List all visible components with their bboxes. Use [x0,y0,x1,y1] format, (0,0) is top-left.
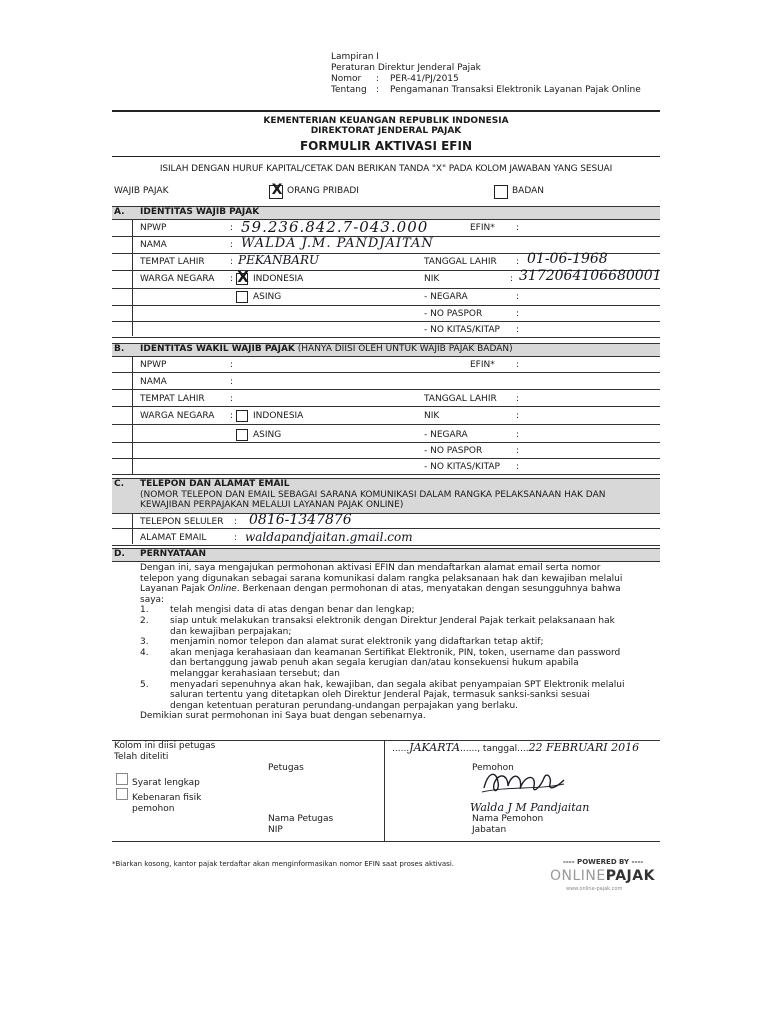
warga-negara-sep: : [230,274,234,284]
nik-value[interactable]: 3172064106680001 [519,268,662,284]
section-b-left-rule [132,356,133,474]
intro-line-1: Dengan ini, saya mengajukan permohonan aktivasi EFIN dan mendaftarkan alamat email serta nomor [140,563,601,573]
pernyataan-item-number: 2. [140,615,149,626]
badan-checkbox[interactable] [494,185,508,199]
intro-line-4: saya: [140,594,165,605]
onlinepajak-logo: ONLINEPAJAK [550,868,655,884]
ministry-title: KEMENTERIAN KEUANGAN REPUBLIK INDONESIA [263,116,509,126]
b-asing-checkbox[interactable] [236,429,248,441]
tentang-sep: : [376,85,380,95]
section-d-letter: D. [114,549,125,559]
b-negara-sep: : [516,430,520,440]
intro-line-2: telepon yang digunakan sebagai sarana komunikasi dalam rangka pelaksanaan hak dan kewajiban melalui [140,573,623,584]
section-b-letter: B. [114,344,125,354]
pernyataan-item-number: 4. [140,647,149,658]
pernyataan-item-number: 1. [140,605,149,616]
b-paspor-label: - NO PASPOR [424,446,483,456]
b-nama-sep: : [230,377,234,387]
footer-bottom-rule [112,841,660,842]
pemohon-sub-label: pemohon [132,804,175,814]
indonesia-checkbox[interactable]: X [237,268,249,286]
b-tanggal-lahir-label: TANGGAL LAHIR [424,394,497,404]
pernyataan-item-line: dengan ketentuan peraturan perundang-undangan perpajakan yang berlaku. [170,700,519,711]
b-nik-sep: : [516,411,520,421]
section-c-note-1: (NOMOR TELEPON DAN EMAIL SEBAGAI SARANA KOMUNIKASI DALAM RANGKA PELAKSANAAN HAK DAN [140,490,606,500]
negara-label: - NEGARA [424,292,468,302]
b-tempat-lahir-sep: : [230,394,234,404]
title-top-rule [112,110,660,112]
row-rule [112,528,660,529]
pernyataan-list [140,605,660,711]
powered-by-label: ---- POWERED BY ---- [563,858,644,866]
row-rule [112,458,660,459]
b-indonesia-checkbox[interactable] [236,410,248,422]
telepon-sep: : [234,517,238,527]
tentang-value: Pengamanan Transaksi Elektronik Layanan Pajak Online [390,85,641,95]
peraturan-label: Peraturan Direktur Jenderal Pajak [331,63,481,73]
kitas-sep: : [516,325,520,335]
b-npwp-label: NPWP [140,360,167,370]
pemohon-label: Pemohon [472,763,514,773]
pernyataan-item-line: siap untuk melakukan transaksi elektronik dengan Direktur Jenderal Pajak terkait pelaksanaan hak [170,615,615,626]
tempat-lahir-value[interactable]: PEKANBARU [238,253,320,267]
asing-label: ASING [253,292,282,302]
pernyataan-item [140,648,660,680]
b-kitas-label: - NO KITAS/KITAP [424,462,500,472]
section-d-title: PERNYATAAN [140,549,207,559]
npwp-value[interactable]: 59.236.842.7-043.000 [241,218,429,236]
row-rule [112,305,660,306]
nama-pemohon-label: Nama Pemohon [472,814,544,824]
instruction-text: ISILAH DENGAN HURUF KAPITAL/CETAK DAN BERIKAN TANDA "X" PADA KOLOM JAWABAN YANG SESUAI [159,164,613,174]
orang-pribadi-checkbox[interactable]: X [269,185,283,199]
telah-diteliti-label: Telah diteliti [114,752,169,762]
email-value[interactable]: waldapandjaitan.gmail.com [245,530,413,544]
kebenaran-fisik-label: Kebenaran fisik [132,793,202,803]
syarat-lengkap-checkbox[interactable] [116,773,128,785]
b-nik-label: NIK [424,411,440,421]
email-label: ALAMAT EMAIL [140,533,207,543]
jabatan-label: Jabatan [472,825,507,835]
footer-divider [384,740,385,841]
pernyataan-item [140,680,660,712]
negara-sep: : [516,292,520,302]
b-negara-label: - NEGARA [424,430,468,440]
b-kitas-sep: : [516,462,520,472]
pernyataan-body [140,563,660,722]
place-date-line: ......JAKARTA......, tanggal....22 FEBRUARI 2016 [392,741,640,754]
b-efin-sep: : [516,360,520,370]
warga-negara-label: WARGA NEGARA [140,274,215,284]
row-rule [112,424,660,425]
npwp-label: NPWP [140,223,167,233]
b-warga-negara-label: WARGA NEGARA [140,411,215,421]
pernyataan-item-line: saluran tertentu yang ditetapkan oleh Direktur Jenderal Pajak, termasuk sanksi-sanksi sesuai [170,690,590,701]
nama-petugas-label: Nama Petugas [268,814,334,824]
b-tempat-lahir-label: TEMPAT LAHIR [140,394,205,404]
telepon-label: TELEPON SELULER [140,517,224,527]
kebenaran-fisik-checkbox[interactable] [116,788,128,800]
badan-label: BADAN [512,186,544,196]
indonesia-label: INDONESIA [253,274,304,284]
nik-sep: : [510,274,514,284]
section-b-title: IDENTITAS WAKIL WAJIB PAJAK (HANYA DIISI OLEH UNTUK WAJIB PAJAK BADAN) [140,344,513,354]
kitas-label: - NO KITAS/KITAP [424,325,500,335]
nama-label: NAMA [140,240,167,250]
nik-label: NIK [424,274,440,284]
place-value[interactable]: JAKARTA [409,741,461,754]
tempat-lahir-label: TEMPAT LAHIR [140,257,205,267]
row-rule [112,474,660,475]
nama-sep: : [230,240,234,250]
b-tanggal-lahir-sep: : [516,394,520,404]
efin-label: EFIN* [470,223,495,233]
nip-label: NIP [268,825,283,835]
tanggal-lahir-label: TANGGAL LAHIR [424,257,497,267]
intro-line-3: Layanan Pajak Online. Berkenaan dengan permohonan di atas, menyatakan dengan sesungguhnya bahwa [140,584,621,595]
directorate-title: DIREKTORAT JENDERAL PAJAK [310,126,462,136]
section-c-title: TELEPON DAN ALAMAT EMAIL [140,479,290,489]
signature-name: Walda J M Pandjaitan [470,801,590,814]
pernyataan-item-number: 3. [140,637,149,648]
section-a-letter: A. [114,207,125,217]
b-npwp-sep: : [230,360,234,370]
pernyataan-item-line: dan kewajiban perpajakan; [170,626,292,637]
title-bottom-rule [112,156,660,157]
pernyataan-item [140,616,660,637]
tentang-label: Tentang [331,85,367,95]
telepon-value[interactable]: 0816-1347876 [249,512,352,528]
efin-sep: : [516,223,520,233]
b-efin-label: EFIN* [470,360,495,370]
pernyataan-item-number: 5. [140,679,149,690]
row-rule [112,545,660,546]
petugas-label: Petugas [268,763,304,773]
npwp-sep: : [230,223,234,233]
nomor-label: Nomor [331,74,362,84]
pernyataan-item-line: melanggar kerahasiaan tersebut; dan [170,668,340,679]
b-asing-label: ASING [253,430,282,440]
row-rule [112,321,660,322]
pernyataan-item [140,605,660,616]
b-indonesia-label: INDONESIA [253,411,304,421]
tanggal-lahir-value[interactable]: 01-06-1968 [527,251,608,267]
row-rule [112,288,660,289]
onlinepajak-url: www.online-pajak.com [566,886,623,892]
orang-pribadi-label: ORANG PRIBADI [287,186,359,196]
wajib-pajak-label: WAJIB PAJAK [114,186,169,196]
signature-scribble [478,764,568,800]
pernyataan-item-line: telah mengisi data di atas dengan benar dan lengkap; [170,605,415,616]
section-a-title: IDENTITAS WAJIB PAJAK [140,207,260,217]
kolom-petugas-label: Kolom ini diisi petugas [114,741,216,751]
section-c-note-2: KEWAJIBAN PERPAJAKAN MELALUI LAYANAN PAJAK ONLINE) [140,500,404,510]
pernyataan-item-line: dan bertanggung jawab penuh akan segala kerugian dan/atau konsekuensi hukum apabila [170,658,579,669]
row-rule [112,406,660,407]
pernyataan-item-line: menyadari sepenuhnya akan hak, kewajiban, dan segala akibat penyampaian SPT Elektronik melalui [170,679,625,690]
tanggal-lahir-sep: : [516,257,520,267]
lampiran-label: Lampiran I [331,52,379,62]
row-rule [112,442,660,443]
row-rule [112,372,660,373]
pernyataan-item-line: menjamin nomor telepon dan alamat surat elektronik yang didaftarkan tetap aktif; [170,637,544,648]
pernyataan-item [140,637,660,648]
pernyataan-item-line: akan menjaga kerahasiaan dan keamanan Sertifikat Elektronik, PIN, token, username dan password [170,647,621,658]
section-c-letter: C. [114,479,125,489]
b-nama-label: NAMA [140,377,167,387]
paspor-label: - NO PASPOR [424,309,483,319]
b-paspor-sep: : [516,446,520,456]
tempat-lahir-sep: : [230,257,234,267]
b-warga-negara-sep: : [230,411,234,421]
footnote: *Biarkan kosong, kantor pajak terdaftar akan menginformasikan nomor EFIN saat proses aktivasi. [112,860,454,868]
asing-checkbox[interactable] [236,291,248,303]
row-rule [112,337,660,338]
nama-value[interactable]: WALDA J.M. PANDJAITAN [241,236,434,251]
email-sep: : [234,533,238,543]
form-title: FORMULIR AKTIVASI EFIN [299,139,473,153]
closing-line: Demikian surat permohonan ini Saya buat dengan sebenarnya. [140,711,426,722]
row-rule [112,389,660,390]
nomor-value: PER-41/PJ/2015 [390,74,459,84]
syarat-lengkap-label: Syarat lengkap [132,778,200,788]
date-value[interactable]: 22 FEBRUARI 2016 [528,741,640,754]
nomor-sep: : [376,74,380,84]
paspor-sep: : [516,309,520,319]
